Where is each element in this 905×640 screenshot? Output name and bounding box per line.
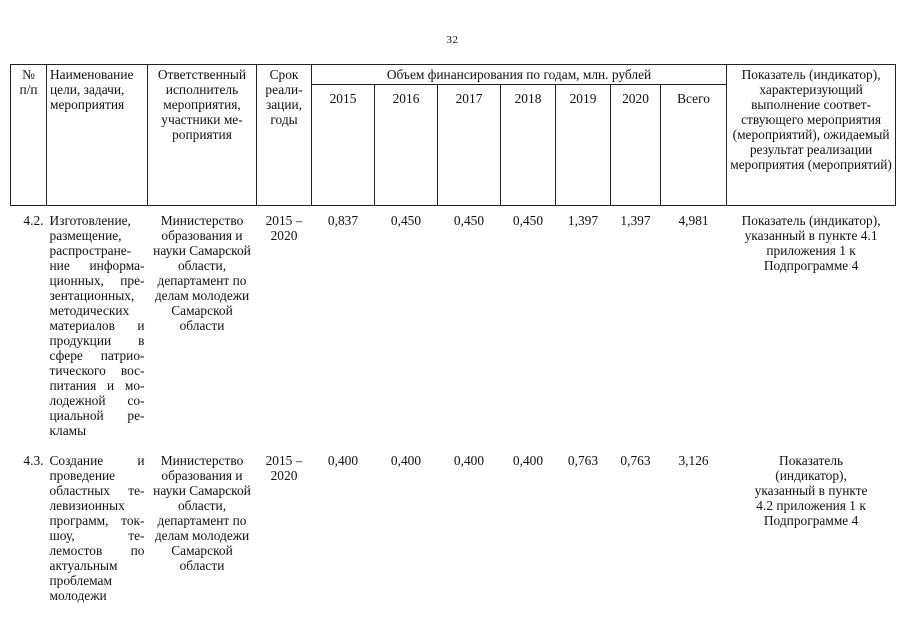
value-2015: 0,400 <box>327 453 359 468</box>
value-2017: 0,450 <box>453 213 485 228</box>
financing-table <box>10 64 896 603</box>
header-year-2017: 2017 <box>438 85 501 206</box>
row-responsible: Министерство образования и науки Самарской области, департамент по делам молодежи Самарской области <box>153 453 251 573</box>
row-name: Изготовление, размещение, распростране-ние информа-ционных, пре-зентационных, методических материалов и продукции в сфере патрио-тического вос-питания и мо-лодежной со-циальной ре-кламы <box>49 213 145 438</box>
header-indicator: Показатель (индикатор), характеризующий выполнение соответ-ствующего мероприятия (мероприятий), ожидаемый результат реализации мероприятия (мероприятий) <box>727 65 896 206</box>
value-2019: 0,763 <box>567 453 599 468</box>
header-year-2020: 2020 <box>611 85 661 206</box>
row-name: Создание и проведение областных те-левизионных программ, ток-шоу, те-лемостов по актуальным проблемам молодежи <box>49 453 145 603</box>
header-financing: Объем финансирования по годам, млн. рублей <box>312 65 727 85</box>
table-row <box>11 206 896 440</box>
header-year-2015: 2015 <box>312 85 375 206</box>
header-name: Наименование цели, задачи, мероприятия <box>47 65 148 206</box>
row-num: 4.3. <box>23 453 44 468</box>
row-num: 4.2. <box>23 213 44 228</box>
header-year-2016: 2016 <box>375 85 438 206</box>
header-total: Всего <box>661 85 727 206</box>
value-2017: 0,400 <box>453 453 485 468</box>
value-2015: 0,837 <box>327 213 359 228</box>
header-year-2018: 2018 <box>501 85 556 206</box>
table-row <box>11 439 896 603</box>
row-term: 2015 – 2020 <box>265 453 303 483</box>
value-2020: 0,763 <box>620 453 651 468</box>
row-responsible: Министерство образования и науки Самарской области, департамент по делам молодежи Самарской области <box>153 213 251 333</box>
header-num: № п/п <box>11 65 47 206</box>
table-header <box>11 65 896 206</box>
header-term: Срок реали-зации, годы <box>257 65 312 206</box>
value-2018: 0,400 <box>512 453 544 468</box>
value-2020: 1,397 <box>620 213 651 228</box>
value-2016: 0,400 <box>390 453 422 468</box>
row-term: 2015 – 2020 <box>265 213 303 243</box>
row-indicator: Показатель (индикатор), указанный в пункте 4.2 приложения 1 к Подпрограмме 4 <box>754 453 868 528</box>
header-responsible: Ответственный исполнитель мероприятия, участники ме-роприятия <box>148 65 257 206</box>
value-total: 3,126 <box>678 453 709 468</box>
value-2016: 0,450 <box>390 213 422 228</box>
value-2019: 1,397 <box>567 213 599 228</box>
value-total: 4,981 <box>678 213 709 228</box>
value-2018: 0,450 <box>512 213 544 228</box>
page-number: 32 <box>446 34 459 46</box>
row-indicator: Показатель (индикатор), указанный в пункте 4.1 приложения 1 к Подпрограмме 4 <box>741 213 881 273</box>
header-year-2019: 2019 <box>556 85 611 206</box>
